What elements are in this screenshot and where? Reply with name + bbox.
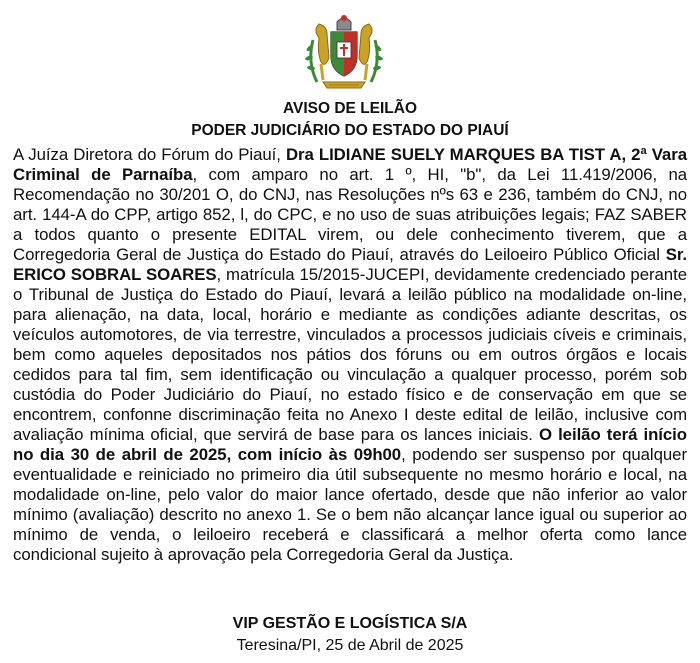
body-text-4: , podendo ser suspenso por qualquer eventualidade e reiniciado no primeiro dia útil subsequente no mesmo horário e local, na modalidade on-line, pelo valor do maior lance ofertado, desde que não inferior ao valor mínimo (avaliação) descrito no anexo 1. Se o bem não alcançar lance igual ou superior ao mínimo de venda, o leiloeiro receberá e classificará a melhor oferta como lance condicional sujeito à aprovação pela Corregedoria Geral da Justiça.: [13, 445, 687, 564]
auctioneer-name: Sr. ERICO SOBRAL SOARES: [13, 245, 687, 284]
body-text-3: , matrícula 15/2015-JUCEPI, devidamente credenciado perante o Tribunal de Justiça do Estado do Piauí, levará a leilão público na modalidade on-line, para alienação, na data, local, horário e mediante as condições adiante descritas, os veículos automotores, de via terrestre, vinculados a processos judiciais cíveis e criminais, bem como aqueles depositados nos pátios dos fóruns ou em outros órgãos e locais cedidos para tal fim, sem identificação ou vinculação a qualquer processo, porém sob custódia do Poder Judiciário do Piauí, no estado físico e de conservação em que se encontrem, confonne discriminação feita no Anexo I deste edital de leilão, inclusive com avaliação mínima oficial, que servirá de base para os lances iniciais.: [13, 265, 687, 444]
notice-footer: [0, 613, 700, 657]
body-text-2: , com amparo no art. 1 º, HI, "b", da Lei 11.419/2006, na Recomendação no 30/201 O, do CNJ, nas Resoluções nºs 63 e 236, também do CNJ, no art. 144-A do CPP, artigo 852, l, do CPC, e no uso de suas atribuições legais; FAZ SABER a todos quanto o presente EDITAL virem, ou dele conhecimento tiverem, que a Corregedoria Geral de Justiça do Estado do Piauí, através do Leiloeiro Público Oficial: [13, 165, 688, 264]
notice-body: [13, 145, 687, 565]
place-date: Teresina/PI, 25 de Abril de 2025: [236, 637, 464, 654]
body-text-1: A Juíza Diretora do Fórum do Piauí,: [13, 145, 286, 164]
notice-title: AVISO DE LEILÃO: [282, 100, 418, 117]
notice-header: [0, 98, 700, 142]
auction-start: O leilão terá início no dia 30 de abril de 2025, com início às 09h00: [13, 425, 687, 464]
company-name: VIP GESTÃO E LOGÍSTICA S/A: [232, 615, 468, 632]
judge-name: Dra LIDIANE SUELY MARQUES BA TIST A, 2ª Vara Criminal de Parnaíba: [13, 145, 687, 184]
notice-subtitle: PODER JUDICIÁRIO DO ESTADO DO PIAUÍ: [191, 122, 509, 139]
piaui-coat-of-arms-icon: [299, 12, 389, 96]
